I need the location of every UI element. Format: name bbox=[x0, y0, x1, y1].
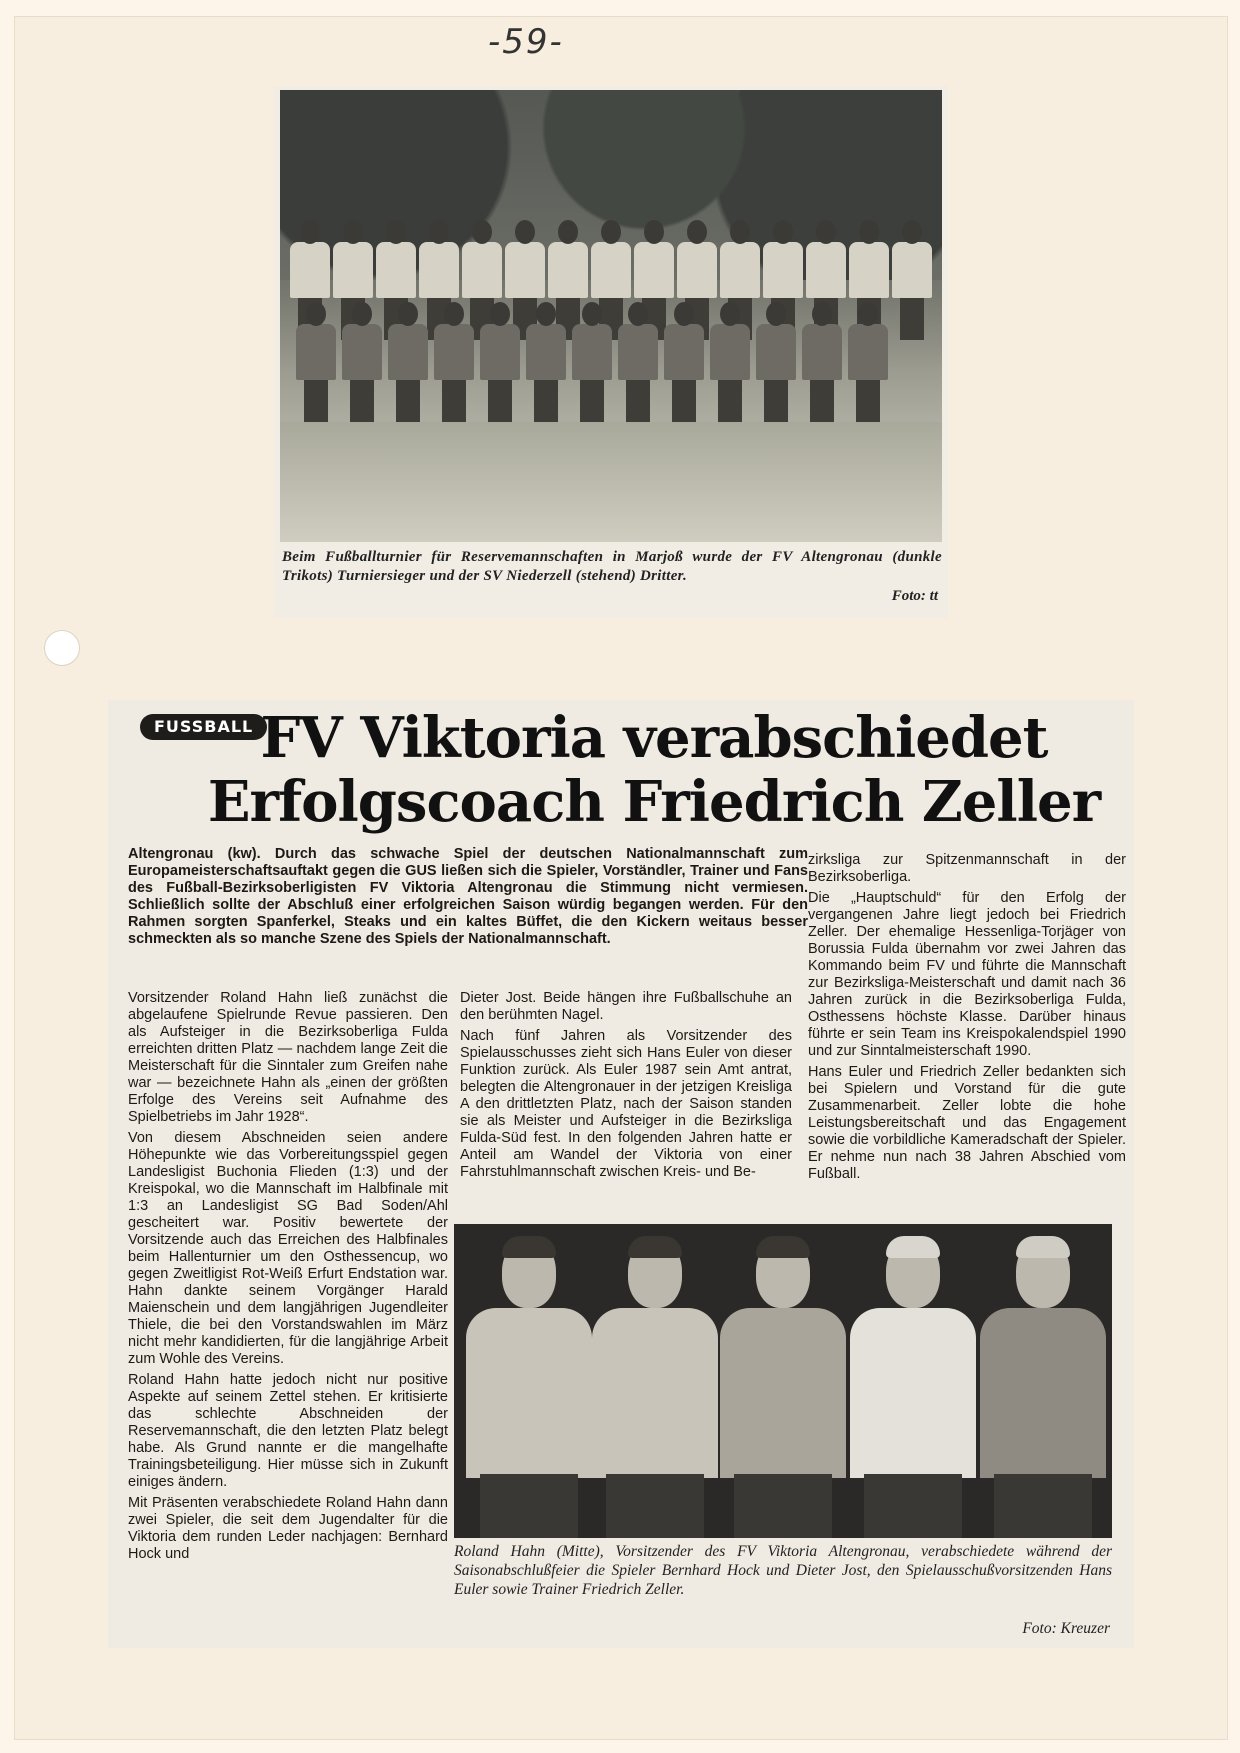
clipping-article bbox=[108, 700, 1134, 1648]
player-kneeling bbox=[432, 302, 476, 422]
team-photo-credit: Foto: tt bbox=[891, 588, 938, 604]
handwritten-page-number: -59- bbox=[488, 22, 564, 62]
player-kneeling bbox=[846, 302, 890, 422]
paragraph: Nach fünf Jahren als Vorsitzender des Spielausschusses zieht sich Hans Euler von dieser Funktion zurück. Als Euler 1987 sein Amt antrat, belegten die Altengronauer in der jetzigen Kreisliga A den drittletzten Platz, nach der Saison standen sie als Meister und Aufsteiger in die Bezirksliga Fulda-Süd fest. In den folgenden Jahren hatte er Anteil am Wandel der Viktoria von einer Fahrstuhlmannschaft zwischen Kreis- und Be- bbox=[460, 1028, 792, 1180]
officials-photo-credit: Foto: Kreuzer bbox=[1022, 1620, 1110, 1637]
player-kneeling bbox=[570, 302, 614, 422]
player-kneeling bbox=[662, 302, 706, 422]
clipping-team-photo bbox=[274, 86, 948, 618]
player-kneeling bbox=[478, 302, 522, 422]
article-headline bbox=[194, 706, 1114, 834]
paragraph: Dieter Jost. Beide hängen ihre Fußballschuhe an den berühmten Nagel. bbox=[460, 990, 792, 1023]
player-kneeling bbox=[340, 302, 384, 422]
article-column-3 bbox=[808, 852, 1126, 1187]
player-kneeling bbox=[708, 302, 752, 422]
player-kneeling bbox=[294, 302, 338, 422]
team-photo-caption: Beim Fußballturnier für Reservemannschaften in Marjoß wurde der FV Altengronau (dunkle Trikots) Turniersieger und der SV Niederzell (stehend) Dritter. bbox=[282, 549, 942, 584]
person bbox=[850, 1238, 976, 1538]
player-kneeling bbox=[386, 302, 430, 422]
officials-photo bbox=[454, 1224, 1112, 1538]
person bbox=[592, 1238, 718, 1538]
article-lede: Altengronau (kw). Durch das schwache Spiel der deutschen Nationalmannschaft zum Europameisterschaftsauftakt gegen die GUS ließen sich die Spieler, Vorständler, Trainer und Fans des Fußball-Bezirksoberligisten FV Viktoria Altengronau die Stimmung nicht vermiesen. Schließlich sollte der Abschluß einer erfolgreichen Saison würdig begangen werden. Für den Rahmen sorgten Spanferkel, Steaks und ein kaltes Büffet, die den Kickern weitaus besser schmeckten als so manche Szene des Spiels der Nationalmannschaft. bbox=[128, 846, 808, 947]
team-group bbox=[280, 220, 942, 480]
player-kneeling bbox=[524, 302, 568, 422]
officials-photo-caption: Roland Hahn (Mitte), Vorsitzender des FV Viktoria Altengronau, verabschiedete während der Saisonabschlußfeier die Spieler Bernhard Hock und Dieter Jost, den Spielausschußvorsitzenden Hans Euler sowie Trainer Friedrich Zeller. bbox=[454, 1543, 1112, 1598]
headline-line-2: Erfolgscoach Friedrich Zeller bbox=[207, 769, 1101, 835]
person bbox=[720, 1238, 846, 1538]
article-column-1 bbox=[128, 990, 448, 1567]
player-kneeling bbox=[800, 302, 844, 422]
paragraph: Mit Präsenten verabschiedete Roland Hahn dann zwei Spieler, die seit dem Jugendalter für die Viktoria dem runden Leder nachjagen: Bernhard Hock und bbox=[128, 1495, 448, 1562]
team-photo bbox=[280, 90, 942, 542]
article-column-2 bbox=[460, 990, 792, 1185]
paragraph: Roland Hahn hatte jedoch nicht nur positive Aspekte auf seinem Zettel stehen. Er kritisierte das schlechte Abschneiden der Reservemannschaft, die den letzten Platz belegt habe. Als Grund nannte er die mangelhafte Trainingsbeteiligung. Hier müsse sich in Zukunft einiges ändern. bbox=[128, 1372, 448, 1490]
paragraph: Vorsitzender Roland Hahn ließ zunächst die abgelaufene Spielrunde Revue passieren. Den als Aufsteiger in die Bezirksoberliga Fulda erreichten dritten Platz — nachdem lange Zeit die Meisterschaft für die Sinntaler zum Greifen nahe war — bezeichnete Hahn als „einen der größten Erfolge des Vereins seit Aufnahme des Spielbetriebs im Jahr 1928“. bbox=[128, 990, 448, 1125]
player-kneeling bbox=[616, 302, 660, 422]
person bbox=[466, 1238, 592, 1538]
person bbox=[980, 1238, 1106, 1538]
paragraph: zirksliga zur Spitzenmannschaft in der Bezirksoberliga. bbox=[808, 852, 1126, 885]
section-badge: FUSSBALL bbox=[140, 714, 267, 740]
paragraph: Die „Hauptschuld“ für den Erfolg der vergangenen Jahre liegt jedoch bei Friedrich Zeller. Der ehemalige Hessenliga-Torjäger von Borussia Fulda übernahm vor zwei Jahren das Kommando beim FV und führte die Mannschaft zur Bezirksliga-Meisterschaft und damit nach 36 Jahren zurück in die Bezirksoberliga Fulda, Osthessens höchste Klasse. Darüber hinaus führte er sein Team ins Kreispokalendspiel 1990 und zur Sinntalmeisterschaft 1990. bbox=[808, 890, 1126, 1059]
player-kneeling bbox=[754, 302, 798, 422]
punch-hole bbox=[44, 630, 80, 666]
paragraph: Von diesem Abschneiden seien andere Höhepunkte wie das Vorbereitungsspiel gegen Landesligist Buchonia Flieden (1:3) und der Kreispokal, wo die Mannschaft im Halbfinale mit 1:3 an Landesligist SG Bad Soden/Ahl gescheitert war. Positiv bewertete der Vorsitzende auch das Erreichen des Halbfinales beim Hallenturnier um den Osthessencup, wo gegen Zweitligist Rot-Weiß Erfurt Endstation war. Hahn dankte seinem Vorgänger Harald Maienschein und dem langjährigen Jugendleiter Thiele, die bei den Vorstandswahlen im März nicht mehr kandidierten, für die langjährige Arbeit zum Wohle des Vereins. bbox=[128, 1130, 448, 1367]
paragraph: Hans Euler und Friedrich Zeller bedankten sich bei Spielern und Vorstand für die gute Zusammenarbeit. Zeller lobte die hohe Leistungsbereitschaft und das Engagement sowie die vorbildliche Kameradschaft der Spieler. Er nehme nun nach 38 Jahren Abschied vom Fußball. bbox=[808, 1064, 1126, 1182]
player-standing bbox=[890, 220, 934, 340]
headline-line-1: FV Viktoria verabschiedet bbox=[260, 705, 1048, 771]
